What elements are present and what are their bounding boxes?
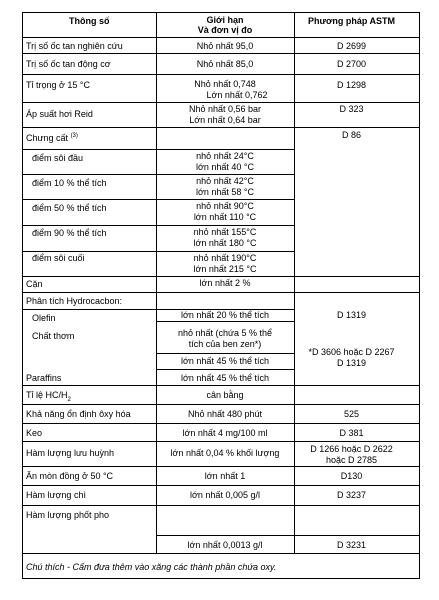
row-limit: lớn nhất 20 % thể tích <box>181 310 269 320</box>
row-limit: lớn nhất 45 % thể tích <box>181 373 269 383</box>
row-label: Paraffins <box>26 373 62 383</box>
row-limit: Nhỏ nhất 95,0 <box>196 41 254 51</box>
row-method: hoặc D 2785 <box>325 455 378 465</box>
row-method: D 1298 <box>336 80 367 90</box>
row-divider <box>23 74 419 75</box>
row-limit: Nhỏ nhất 0,748 <box>194 79 256 89</box>
row-limit: lớn nhất 1 <box>204 471 246 481</box>
row-method: *D 3606 hoặc D 2267 <box>308 347 395 357</box>
row-divider <box>156 535 419 536</box>
row-label: Keo <box>26 428 43 438</box>
row-divider <box>23 127 419 128</box>
row-method: D 86 <box>341 130 361 140</box>
row-label: điểm 90 % thể tích <box>32 228 107 238</box>
row-limit: Nhỏ nhất 0,56 bar <box>188 104 262 114</box>
row-label: Ăn mòn đồng ở 50 °C <box>26 471 114 481</box>
row-divider <box>23 149 294 150</box>
row-limit: Nhỏ nhất 480 phút <box>187 409 263 419</box>
row-label: Cặn <box>26 279 43 289</box>
row-limit: nhỏ nhất 42°C <box>196 176 254 186</box>
row-method: D 323 <box>339 104 364 114</box>
row-limit: nhỏ nhất 190°C <box>193 253 257 263</box>
row-divider <box>23 53 419 54</box>
row-divider <box>23 505 419 506</box>
row-limit: nhỏ nhất 24°C <box>196 151 254 161</box>
row-label: Hàm lượng phốt pho <box>26 510 109 520</box>
row-label: Trị số ốc tan nghiên cứu <box>26 41 123 51</box>
row-divider <box>23 276 419 277</box>
row-divider <box>156 369 294 370</box>
row-limit: lớn nhất 0,005 g/l <box>190 490 260 500</box>
row-limit: lớn nhất 215 °C <box>193 264 257 274</box>
row-label: điểm 50 % thể tích <box>32 203 107 213</box>
row-divider <box>23 485 419 486</box>
row-label: Hàm lượng lưu huỳnh <box>26 448 114 458</box>
row-label: Áp suất hơi Reid <box>26 109 93 119</box>
row-label: Khả năng ổn định ôxy hóa <box>26 409 131 419</box>
footnote: Chú thích - Cấm đưa thêm vào xăng các thành phần chứa oxy. <box>26 562 277 572</box>
row-divider <box>23 37 419 38</box>
row-limit: Nhỏ nhất 85,0 <box>196 59 254 69</box>
row-method: D 1266 hoặc D 2622 <box>310 444 393 454</box>
subscript: 2 <box>67 396 71 403</box>
row-label: Phân tích Hydrocacbon: <box>26 296 123 306</box>
header-method: Phương pháp ASTM <box>307 16 396 26</box>
row-divider <box>23 199 294 200</box>
row-divider <box>156 321 294 322</box>
row-label: Tỉ trọng ở 15 °C <box>26 80 91 90</box>
row-method: D 2700 <box>336 59 367 69</box>
row-method: 525 <box>343 409 360 419</box>
row-limit: Lớn nhất 0,64 bar <box>189 115 261 125</box>
row-limit: Lớn nhất 0,762 <box>206 90 268 100</box>
row-limit: lớn nhất 180 °C <box>193 238 257 248</box>
row-divider <box>23 466 419 467</box>
row-limit: nhỏ nhất 90°C <box>196 201 254 211</box>
row-label: Olefin <box>32 313 56 323</box>
row-label <box>26 131 78 144</box>
row-label <box>26 390 71 406</box>
row-divider <box>23 174 294 175</box>
row-limit: lớn nhất 40 °C <box>195 162 255 172</box>
row-label: Trị số ốc tan động cơ <box>26 59 111 69</box>
row-limit: lớn nhất 0,04 % khối lượng <box>170 448 280 458</box>
specification-table <box>22 12 420 579</box>
row-divider <box>23 251 294 252</box>
hc-ratio-label: Tỉ lệ HC/H <box>26 390 68 400</box>
row-method: D 2699 <box>336 41 367 51</box>
row-divider <box>23 102 419 103</box>
row-divider <box>23 423 419 424</box>
row-label: Hàm lượng chì <box>26 490 86 500</box>
row-limit: lớn nhất 4 mg/100 ml <box>182 428 268 438</box>
row-limit: tích của ben zen*) <box>188 339 262 349</box>
row-limit: lớn nhất 0,0013 g/l <box>187 540 263 550</box>
row-label: điểm sôi cuối <box>32 253 85 263</box>
distillation-label: Chưng cất <box>26 133 69 143</box>
header-limit-line1: Giới hạn <box>206 15 244 25</box>
row-limit: lớn nhất 2 % <box>199 278 251 288</box>
header-limit-line2: Và đơn vị đo <box>197 25 253 35</box>
row-limit: nhỏ nhất 155°C <box>193 227 257 237</box>
row-limit: lớn nhất 45 % thể tích <box>181 356 269 366</box>
row-divider <box>23 292 419 293</box>
row-divider <box>23 553 419 554</box>
row-label: điểm 10 % thể tích <box>32 178 107 188</box>
row-method: D 3237 <box>336 490 367 500</box>
row-divider <box>156 353 294 354</box>
header-parameter: Thông số <box>69 16 110 26</box>
row-method: D 3231 <box>336 540 367 550</box>
row-limit: nhỏ nhất (chứa 5 % thể <box>177 328 273 338</box>
row-divider <box>23 441 419 442</box>
row-label: điểm sôi đầu <box>32 153 84 163</box>
row-method: D130 <box>340 471 363 481</box>
row-method: D 1319 <box>336 358 367 368</box>
row-limit: lớn nhất 58 °C <box>195 187 255 197</box>
footnote-marker: (3) <box>70 133 78 139</box>
row-divider <box>23 385 419 386</box>
row-divider <box>23 404 419 405</box>
row-method: D 1319 <box>336 310 367 320</box>
row-limit: lớn nhất 110 °C <box>193 212 257 222</box>
row-method: D 381 <box>339 428 364 438</box>
row-label: Chất thơm <box>32 331 75 341</box>
row-divider <box>23 225 294 226</box>
row-limit: cân bằng <box>206 390 244 400</box>
